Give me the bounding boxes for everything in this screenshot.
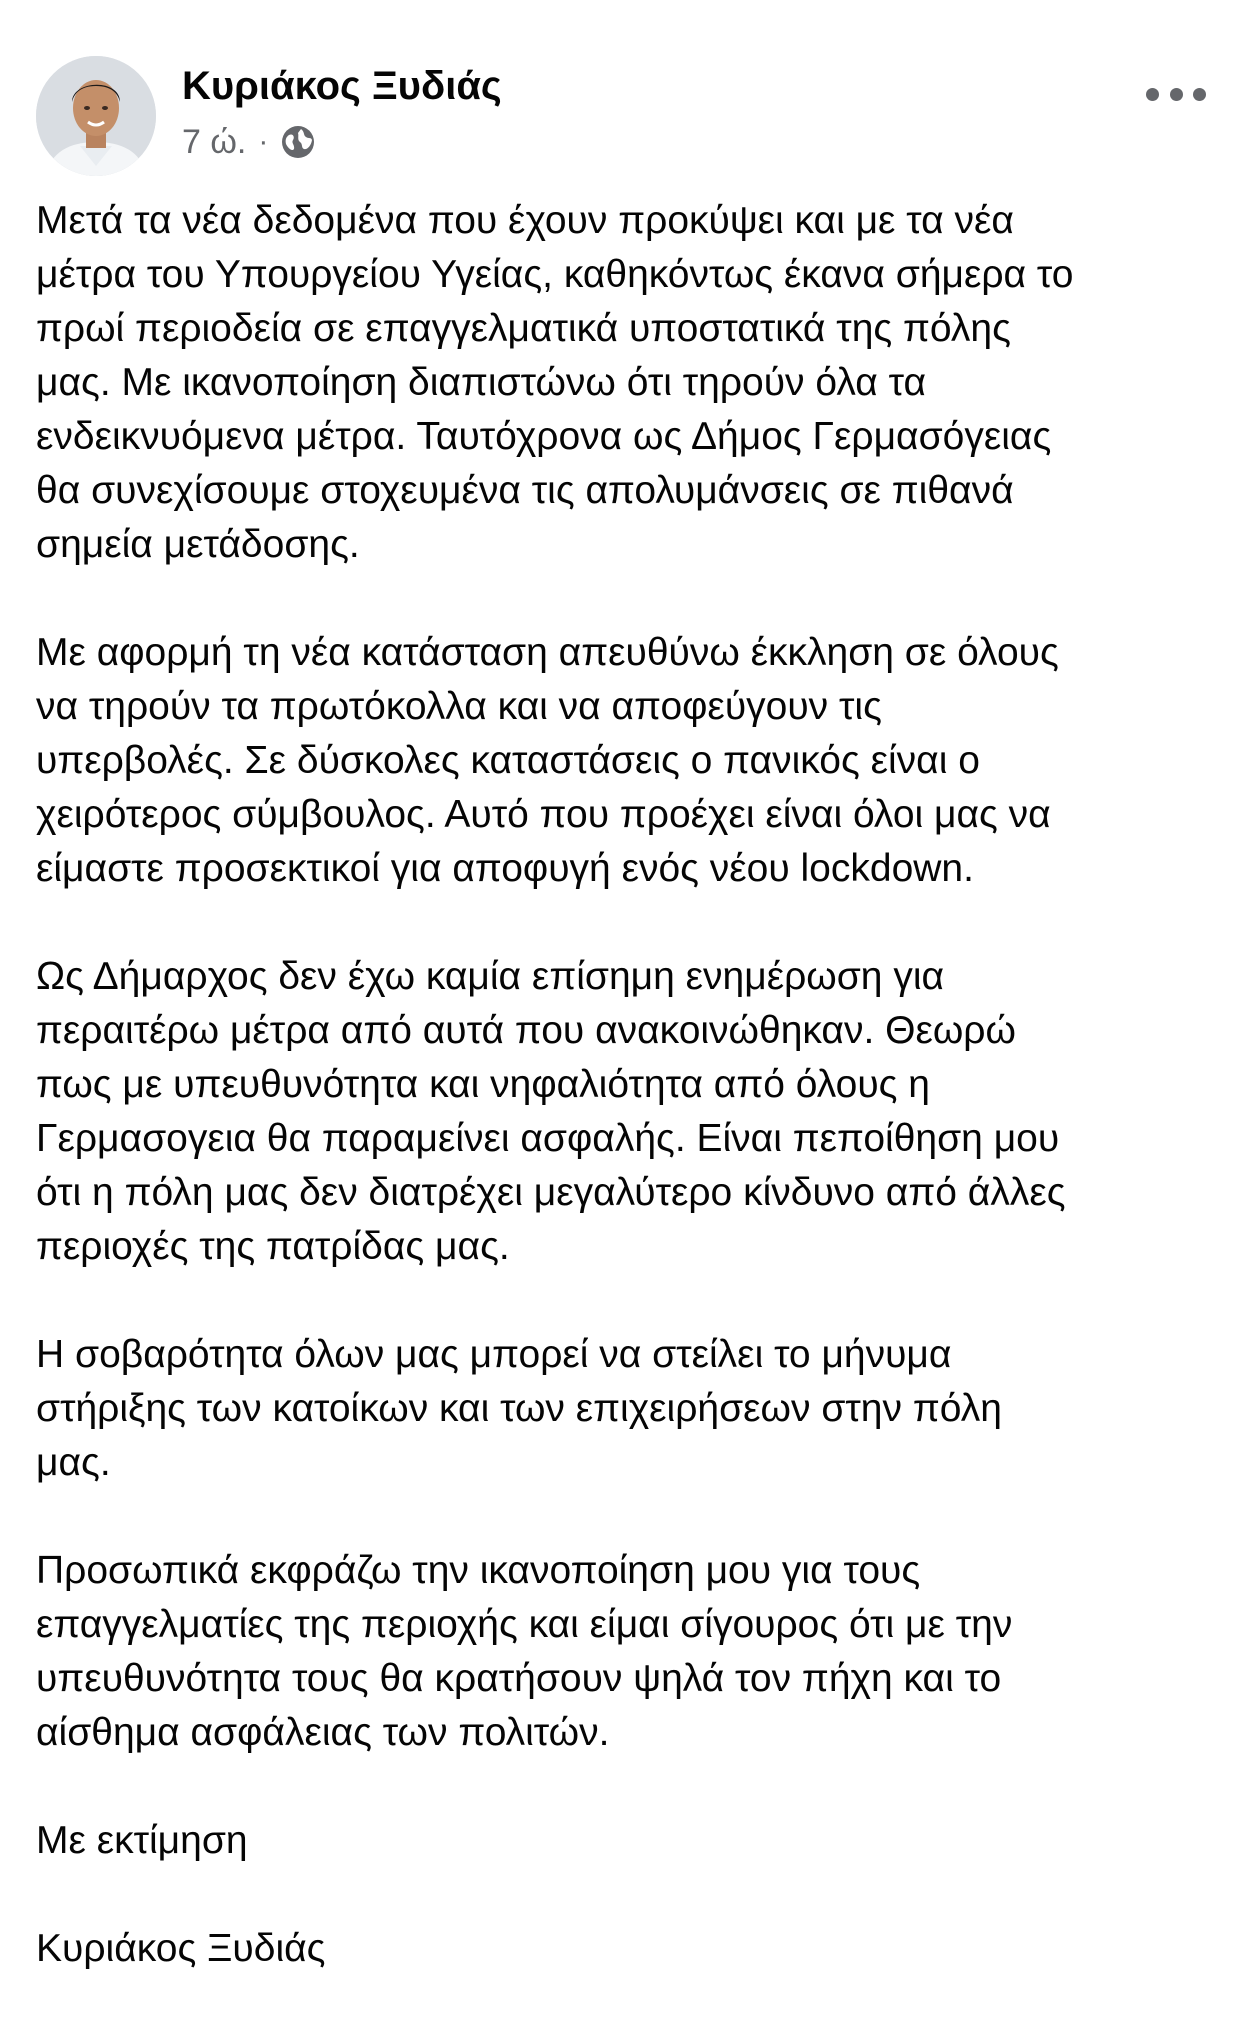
post-text-line: Με εκτίμηση <box>36 1819 248 1862</box>
post-text-line: πως με υπευθυνότητα και νηφαλιότητα από όλους η <box>36 1063 930 1106</box>
post-text-line: ενδεικνυόμενα μέτρα. Ταυτόχρονα ως Δήμος Γερμασόγειας <box>36 415 1052 458</box>
avatar-photo <box>36 56 156 176</box>
post-text-line: μας. Με ικανοποίηση διαπιστώνω ότι τηρούν όλα τα <box>36 361 927 404</box>
post-paragraph <box>36 626 1216 896</box>
post-text-line: περαιτέρω μέτρα από αυτά που ανακοινώθηκαν. Θεωρώ <box>36 1009 1016 1052</box>
post-signature <box>36 1922 1216 1976</box>
post-text-line: Με αφορμή τη νέα κατάσταση απευθύνω έκκληση σε όλους <box>36 631 1059 674</box>
more-dots-icon <box>1146 88 1159 101</box>
post-text-line: είμαστε προσεκτικοί για αποφυγή ενός νέου lockdown. <box>36 847 974 890</box>
post-paragraph <box>36 194 1216 572</box>
post-text-line: Μετά τα νέα δεδομένα που έχουν προκύψει και με τα νέα <box>36 199 1014 242</box>
post-text-line: Γερμασογεια θα παραμείνει ασφαλής. Είναι πεποίθηση μου <box>36 1117 1060 1160</box>
post-paragraph <box>36 1328 1216 1490</box>
post-text-line: Προσωπικά εκφράζω την ικανοποίηση μου για τους <box>36 1549 921 1592</box>
post-text-line: να τηρούν τα πρωτόκολλα και να αποφεύγουν τις <box>36 685 882 728</box>
post-text-line: περιοχές της πατρίδας μας. <box>36 1225 510 1268</box>
post-text-line: χειρότερος σύμβουλος. Αυτό που προέχει είναι όλοι μας να <box>36 793 1051 836</box>
post-text-line: επαγγελματίες της περιοχής και είμαι σίγουρος ότι με την <box>36 1603 1013 1646</box>
globe-icon <box>280 124 316 160</box>
post-text-line: υπερβολές. Σε δύσκολες καταστάσεις ο πανικός είναι ο <box>36 739 980 782</box>
post-text-line: Η σοβαρότητα όλων μας μπορεί να στείλει το μήνυμα <box>36 1333 952 1376</box>
post-text-line: αίσθημα ασφάλειας των πολιτών. <box>36 1711 610 1754</box>
post-text-line: ότι η πόλη μας δεν διατρέχει μεγαλύτερο κίνδυνο από άλλες <box>36 1171 1066 1214</box>
post-timestamp[interactable]: 7 ώ. <box>182 122 247 161</box>
post-meta <box>182 120 316 164</box>
post-text-line: μέτρα του Υπουργείου Υγείας, καθηκόντως έκανα σήμερα το <box>36 253 1074 296</box>
author-name[interactable]: Κυριάκος Ξυδιάς <box>182 64 502 108</box>
avatar[interactable] <box>36 56 156 176</box>
post-text-line: θα συνεχίσουμε στοχευμένα τις απολυμάνσεις σε πιθανά <box>36 469 1014 512</box>
post-closing <box>36 1814 1216 1868</box>
more-dots-icon <box>1193 88 1206 101</box>
post-text-line: σημεία μετάδοσης. <box>36 523 360 566</box>
meta-separator: · <box>258 125 269 158</box>
post-body <box>36 194 1216 2030</box>
more-dots-icon <box>1170 88 1183 101</box>
post-text-line: Ως Δήμαρχος δεν έχω καμία επίσημη ενημέρωση για <box>36 955 945 998</box>
post-header <box>36 52 1206 182</box>
post-paragraph <box>36 950 1216 1274</box>
post-text-line: Κυριάκος Ξυδιάς <box>36 1927 326 1970</box>
post-text-line: υπευθυνότητα τους θα κρατήσουν ψηλά τον πήχη και το <box>36 1657 1002 1700</box>
post-text-line: μας. <box>36 1441 111 1484</box>
post-text-line: πρωί περιοδεία σε επαγγελματικά υποστατικά της πόλης <box>36 307 1011 350</box>
more-options-button[interactable] <box>1146 74 1206 114</box>
post-paragraph <box>36 1544 1216 1760</box>
post-text-line: στήριξης των κατοίκων και των επιχειρήσεων στην πόλη <box>36 1387 1002 1430</box>
